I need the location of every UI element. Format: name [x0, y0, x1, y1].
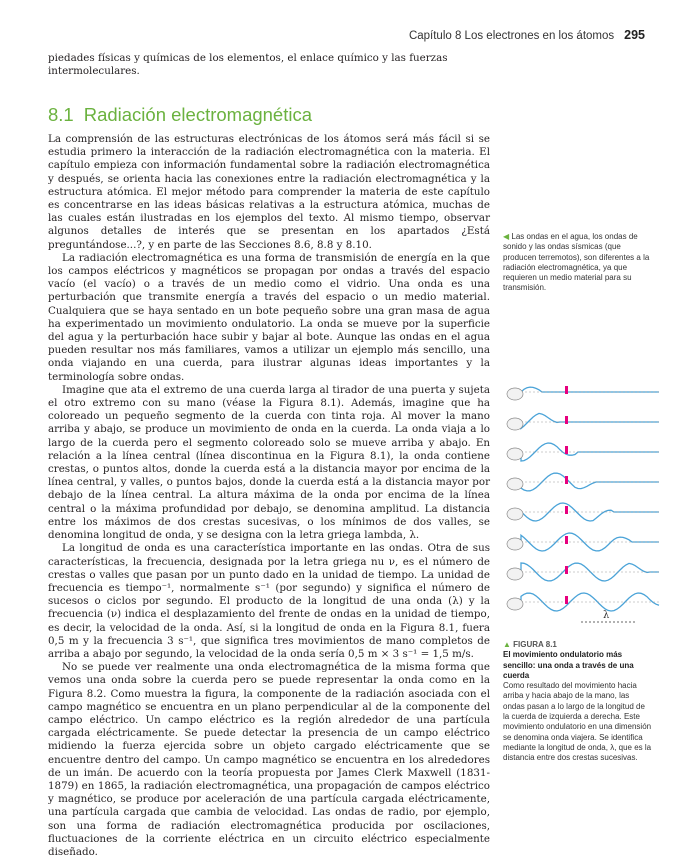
figure-label: FIGURA 8.1: [513, 640, 557, 649]
red-segment: [565, 446, 568, 454]
section-title: Radiación electromagnética: [83, 104, 313, 125]
margin-note: [503, 232, 653, 294]
wavelength-marker: [581, 610, 635, 622]
wave-line: [521, 413, 659, 428]
page-number: 295: [624, 28, 645, 42]
paragraph: La comprensión de las estructuras electrónicas de los átomos será más fácil si se estudia primero la interacción de la radiación electromagnética con la materia. El capítulo empieza con información fundamental sobre la radiación electromagnética y después, se orienta hacia las conexiones entre la radiación electromagnética y la estructura atómica. El mejor método para comprender la materia de este capítulo es concentrarse en las ideas básicas relativas a la estructura atómica, muchas de las cuales están ilustradas en los ejemplos del texto. Al mismo tiempo, observar algunos detalles de interés que se presentan en los apartados ¿Está preguntándose...?, y en parte de las Secciones 8.6, 8.8 y 8.10.: [48, 133, 490, 251]
red-segment: [565, 386, 568, 394]
running-header: [409, 28, 645, 42]
paragraph: Imagine que ata el extremo de una cuerda larga al tirador de una puerta y sujeta el otro extremo con su mano (véase la Figura 8.1). Además, imagine que ha coloreado un pequeño segmento de la cuerda con tinta roja. Al mover la mano arriba y abajo, se produce un movimiento de onda en la cuerda. La onda viaja a lo largo de la cuerda pero el segmento coloreado solo se mueve arriba y abajo. En relación a la línea central (línea discontinua en la Figura 8.1), la onda contiene crestas, o puntos altos, donde la cuerda está a la distancia mayor por encima de la línea central, y valles, o puntos bajos, donde la cuerda está a la distancia mayor por debajo de la línea central. La altura máxima de la onda por encima de la línea central o la máxima profundidad por debajo, se denomina amplitud. La distancia entre los máximos de dos crestas sucesivas, o los mínimos de dos valles, se denomina longitud de onda, y se designa con la letra griega lambda, λ.: [48, 383, 490, 542]
section-heading: [48, 104, 490, 126]
red-segment: [565, 566, 568, 574]
hand-icon: [507, 388, 523, 400]
figure-wave-string: [503, 382, 663, 634]
figure-title: El movimiento ondulatorio más sencillo: una onda a través de una cuerda: [503, 650, 634, 680]
triangle-pointer-icon: ▲: [503, 640, 511, 649]
paragraph: No se puede ver realmente una onda electromagnética de la misma forma que vemos una onda sobre la cuerda pero se puede representar la onda como en la Figura 8.2. Como muestra la figura, la componente de la radiación asociada con el campo magnético se encuentra en un plano perpendicular al de la componente del campo eléctrico. Un campo eléctrico es la región alrededor de una partícula cargada eléctricamente. Se puede detectar la presencia de un campo eléctrico midiendo la fuerza ejercida sobre un objeto cargado eléctricamente que se encuentre dentro del campo. Un campo magnético se encuentra en los alrededores de un imán. De acuerdo con la teoría propuesta por James Clerk Maxwell (1831-1879) en 1865, la radiación electromagnética, una propagación de campos eléctrico y magnético, se produce por aceleración de una partícula cargada eléctricamente, una partícula cargada que cambia de velocidad. Las ondas de radio, por ejemplo, son una forma de radiación electromagnética producida por oscilaciones, fluctuaciones de la corriente eléctrica en un circuito eléctrico especialmente diseñado.: [48, 661, 490, 858]
paragraph: La longitud de onda es una característica importante en las ondas. Otra de sus características, la frecuencia, designada por la letra griega nu ν, es el número de crestas o valles que pasan por un punto dado en la unidad de tiempo. La unidad de frecuencia es tiempo⁻¹, normalmente s⁻¹ (por segundo) y significa el número de sucesos o ciclos por segundo. El producto de la longitud de una onda (λ) y la frecuencia (ν) indica el desplazamiento del frente de ondas en la unidad de tiempo, es decir, la velocidad de la onda. Así, si la longitud de onda en la Figura 8.1, fuera 0,5 m y la frecuencia 3 s⁻¹, que significa tres movimientos de mano completos de arriba a abajo por segundo, la velocidad de la onda sería 0,5 m × 3 s⁻¹ = 1,5 m/s.: [48, 542, 490, 660]
figure-text: Como resultado del movimiento hacia arriba y hacia abajo de la mano, las ondas pasan a lo largo de la longitud de la cuerda de izquierda a derecha. Este movimiento ondulatorio en una dimensión se denomina onda viajera. Se identifica mediante la longitud de onda, λ, que es la distancia entre dos crestas sucesivas.: [503, 681, 652, 763]
hand-icon: [507, 538, 523, 550]
chapter-title: Capítulo 8 Los electrones en los átomos: [408, 30, 615, 42]
section-number: 8.1: [48, 104, 74, 125]
margin-note-text: Las ondas en el agua, los ondas de sonido y las ondas sísmicas (que producen terremotos), son diferentes a la radiación electromagnética, ya que requieren un medio material para su transmisión.: [503, 232, 650, 293]
figure-caption: [503, 640, 653, 764]
red-segment: [565, 506, 568, 514]
hand-icon: [507, 478, 523, 490]
body-text: [48, 133, 490, 859]
red-segment: [565, 536, 568, 544]
wave-rows: [507, 386, 661, 611]
hand-icon: [507, 568, 523, 580]
paragraph: La radiación electromagnética es una forma de transmisión de energía en la que los campos eléctricos y magnéticos se propagan por ondas a través del espacio vacío (el vacío) o a través de un medio como el vidrio. Una onda es una perturbación que transmite energía a través del espacio o un medio material. Cualquiera que se haya sentado en un bote pequeño sobre una gran masa de agua ha experimentado un movimiento ondulatorio. La onda se mueve por la superficie del agua y la perturbación hace subir y bajar al bote. Aunque las ondas en el agua pueden resultar nos más familiares, vamos a utilizar un ejemplo más sencillo, una onda viajando en una cuerda, para ilustrar algunas ideas importantes y la terminología sobre ondas.: [48, 251, 490, 383]
red-segment: [565, 596, 568, 604]
lambda-label: λ: [603, 610, 610, 621]
continuation-text: piedades físicas y químicas de los elementos, el enlace químico y las fuerzas intermoleculares.: [48, 52, 448, 78]
triangle-pointer-icon: ◀: [503, 232, 510, 241]
red-segment: [565, 416, 568, 424]
hand-icon: [507, 598, 523, 610]
hand-icon: [507, 418, 523, 430]
wave-line: [521, 387, 659, 392]
hand-icon: [507, 508, 523, 520]
red-segment: [565, 476, 568, 484]
hand-icon: [507, 448, 523, 460]
